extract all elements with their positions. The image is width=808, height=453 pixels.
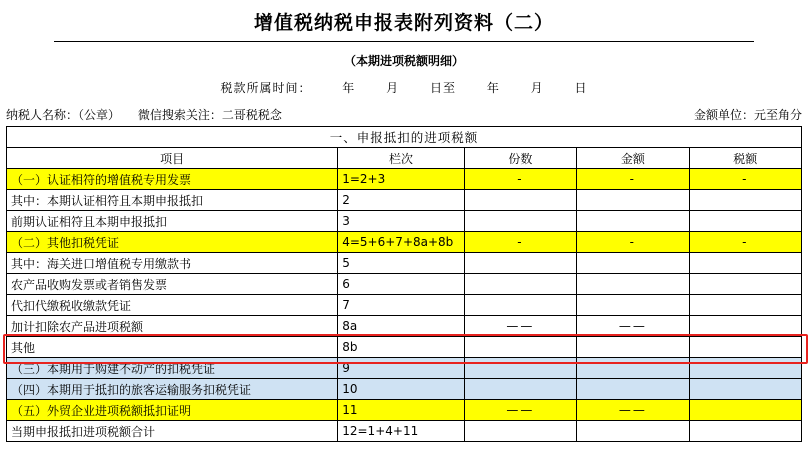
row-copies-cell[interactable]: ——	[464, 400, 576, 421]
table-column-header-row	[7, 148, 802, 169]
period-label: 税款所属时间：	[220, 81, 312, 95]
row-tax-cell[interactable]	[689, 295, 801, 316]
row-copies-cell[interactable]: ——	[464, 316, 576, 337]
table-row	[7, 211, 802, 232]
row-amount-cell[interactable]: ——	[577, 316, 689, 337]
row-line-number: 8a	[338, 316, 464, 337]
row-line-number: 5	[338, 253, 464, 274]
row-copies-cell[interactable]	[464, 253, 576, 274]
period-day-to: 日	[574, 81, 588, 95]
row-copies-cell[interactable]	[464, 358, 576, 379]
period-year: 年	[342, 81, 356, 95]
title-divider	[54, 41, 754, 42]
row-tax-cell[interactable]	[689, 190, 801, 211]
row-item-label: （五）外贸企业进项税额抵扣证明	[7, 400, 338, 421]
table-row	[7, 421, 802, 442]
vat-input-tax-table	[6, 126, 802, 442]
table-row	[7, 169, 802, 190]
row-item-label: （一）认证相符的增值税专用发票	[7, 169, 338, 190]
period-month-2: 月	[530, 81, 544, 95]
document-page	[0, 8, 808, 453]
page-title: 增值税纳税申报表附列资料（二）	[253, 12, 554, 34]
amount-unit-label: 金额单位：元至角分	[693, 108, 802, 122]
column-header: 栏次	[338, 148, 464, 169]
table-row	[7, 190, 802, 211]
row-tax-cell[interactable]	[689, 421, 801, 442]
column-header: 份数	[464, 148, 576, 169]
row-amount-cell[interactable]	[577, 358, 689, 379]
row-copies-cell[interactable]	[464, 274, 576, 295]
taxpayer-label: 纳税人名称：（公章）	[6, 108, 121, 122]
row-copies-cell[interactable]	[464, 379, 576, 400]
table-row	[7, 253, 802, 274]
row-copies-cell[interactable]: -	[464, 169, 576, 190]
table-row	[7, 379, 802, 400]
table-row	[7, 358, 802, 379]
row-line-number: 8b	[338, 337, 464, 358]
row-tax-cell[interactable]	[689, 316, 801, 337]
period-line	[0, 79, 808, 96]
row-tax-cell[interactable]	[689, 400, 801, 421]
table-row	[7, 400, 802, 421]
column-header: 金额	[577, 148, 689, 169]
watermark-text: 微信搜索关注：二哥税税念	[137, 108, 282, 122]
table-row	[7, 316, 802, 337]
meta-row	[0, 106, 808, 123]
row-tax-cell[interactable]	[689, 358, 801, 379]
row-amount-cell[interactable]	[577, 295, 689, 316]
row-line-number: 12=1+4+11	[338, 421, 464, 442]
row-line-number: 2	[338, 190, 464, 211]
row-amount-cell[interactable]	[577, 379, 689, 400]
column-header: 税额	[689, 148, 801, 169]
table-row	[7, 295, 802, 316]
table-section-header-row	[7, 127, 802, 148]
row-item-label: 前期认证相符且本期申报抵扣	[7, 211, 338, 232]
column-header: 项目	[7, 148, 338, 169]
table-row	[7, 274, 802, 295]
row-line-number: 11	[338, 400, 464, 421]
row-item-label: 其他	[7, 337, 338, 358]
row-amount-cell[interactable]	[577, 421, 689, 442]
row-item-label: （四）本期用于抵扣的旅客运输服务扣税凭证	[7, 379, 338, 400]
row-copies-cell[interactable]	[464, 421, 576, 442]
row-item-label: 当期申报抵扣进项税额合计	[7, 421, 338, 442]
row-item-label: 农产品收购发票或者销售发票	[7, 274, 338, 295]
row-line-number: 7	[338, 295, 464, 316]
row-line-number: 9	[338, 358, 464, 379]
row-item-label: 加计扣除农产品进项税额	[7, 316, 338, 337]
row-tax-cell[interactable]	[689, 379, 801, 400]
row-item-label: 其中：海关进口增值税专用缴款书	[7, 253, 338, 274]
row-tax-cell[interactable]	[689, 337, 801, 358]
row-tax-cell[interactable]: -	[689, 232, 801, 253]
row-item-label: （三）本期用于购建不动产的扣税凭证	[7, 358, 338, 379]
row-line-number: 1=2+3	[338, 169, 464, 190]
row-line-number: 10	[338, 379, 464, 400]
row-tax-cell[interactable]	[689, 274, 801, 295]
row-item-label: 代扣代缴税收缴款凭证	[7, 295, 338, 316]
row-tax-cell[interactable]	[689, 253, 801, 274]
row-line-number: 3	[338, 211, 464, 232]
meta-left	[6, 106, 282, 123]
period-year-2: 年	[486, 81, 500, 95]
row-item-label: 其中：本期认证相符且本期申报抵扣	[7, 190, 338, 211]
section-title: 一、申报抵扣的进项税额	[7, 127, 802, 148]
table-row	[7, 337, 802, 358]
period-month: 月	[386, 81, 400, 95]
row-copies-cell[interactable]	[464, 190, 576, 211]
row-amount-cell[interactable]: -	[577, 169, 689, 190]
row-amount-cell[interactable]	[577, 253, 689, 274]
table-row	[7, 232, 802, 253]
row-tax-cell[interactable]: -	[689, 169, 801, 190]
row-copies-cell[interactable]	[464, 337, 576, 358]
period-day-from: 日至	[429, 81, 456, 95]
page-subtitle: （本期进项税额明细）	[343, 54, 464, 68]
row-copies-cell[interactable]	[464, 295, 576, 316]
row-line-number: 6	[338, 274, 464, 295]
row-amount-cell[interactable]	[577, 190, 689, 211]
row-copies-cell[interactable]: -	[464, 232, 576, 253]
row-copies-cell[interactable]	[464, 211, 576, 232]
row-tax-cell[interactable]	[689, 211, 801, 232]
row-amount-cell[interactable]	[577, 274, 689, 295]
row-amount-cell[interactable]	[577, 211, 689, 232]
row-amount-cell[interactable]: ——	[577, 400, 689, 421]
row-item-label: （二）其他扣税凭证	[7, 232, 338, 253]
row-amount-cell[interactable]: -	[577, 232, 689, 253]
row-line-number: 4=5+6+7+8a+8b	[338, 232, 464, 253]
row-amount-cell[interactable]	[577, 337, 689, 358]
